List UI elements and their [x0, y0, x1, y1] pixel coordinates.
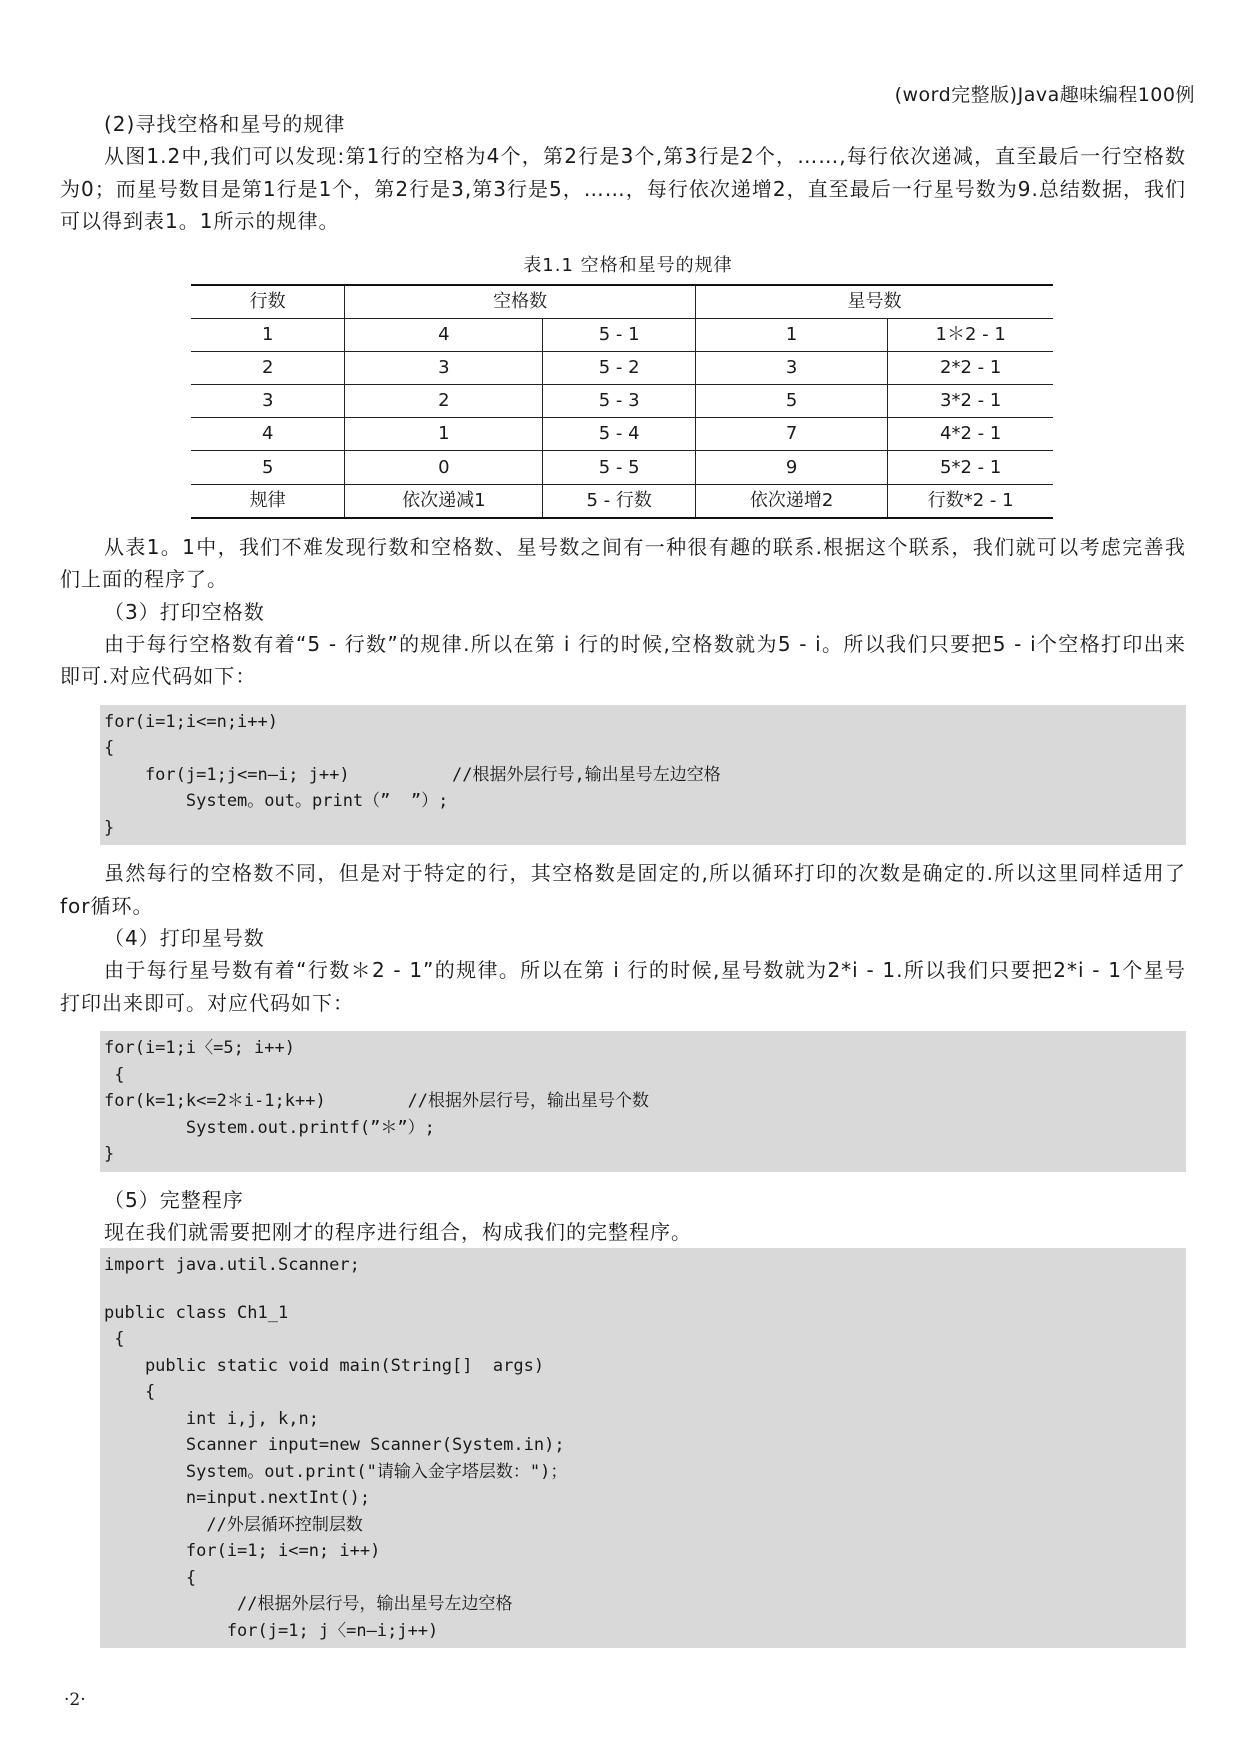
code-line: } [104, 817, 115, 838]
table-header-row [191, 285, 1053, 319]
code-line: for(i=1;i〈=5; i++) [104, 1038, 295, 1059]
code-line: import java.util.Scanner; [104, 1255, 360, 1276]
table-cell: 1 [345, 418, 543, 451]
section-heading-5: （5）完整程序 [104, 1187, 244, 1212]
table-cell: 依次递减1 [345, 484, 543, 518]
table-cell: 3 [345, 351, 543, 384]
code-line: { [104, 1329, 125, 1350]
table-cell: 2*2 - 1 [888, 351, 1053, 384]
table-cell: 4 [345, 318, 543, 351]
code-block-stars [100, 1031, 1186, 1172]
code-line: { [104, 1382, 156, 1403]
table-cell: 5 [191, 451, 345, 484]
table-caption: 表1.1 空格和星号的规律 [523, 254, 733, 276]
code-line: n=input.nextInt(); [104, 1488, 371, 1509]
table-cell: 4*2 - 1 [888, 418, 1053, 451]
table-cell: 9 [696, 451, 888, 484]
table-cell: 5 - 3 [543, 385, 696, 418]
table-cell: 1 [191, 318, 345, 351]
code-line: int i,j, k,n; [104, 1408, 319, 1429]
table-cell: 5 - 2 [543, 351, 696, 384]
code-line: for(i=1; i<=n; i++) [104, 1541, 381, 1562]
header-star-group: 星号数 [696, 285, 1054, 319]
code-line: { [104, 738, 115, 759]
table-cell: 3 [191, 385, 345, 418]
table-cell: 规律 [191, 484, 345, 518]
table-cell: 5*2 - 1 [888, 451, 1053, 484]
table-row [191, 385, 1053, 418]
section-3-paragraph: 由于每行空格数有着“5 - 行数”的规律.所以在第 i 行的时候,空格数就为5 - i。所以我们只要把5 - i个空格打印出来即可.对应代码如下： [60, 631, 1186, 689]
after-table-paragraph: 从表1。1中，我们不难发现行数和空格数、星号数之间有一种很有趣的联系.根据这个联系，我们就可以考虑完善我们上面的程序了。 [60, 534, 1186, 592]
table-cell: 5 - 1 [543, 318, 696, 351]
page-content [60, 108, 1186, 1648]
code-line: System。out。print（” ”）; [104, 791, 449, 812]
section-heading-3: （3）打印空格数 [104, 599, 265, 624]
section-3-after-paragraph: 虽然每行的空格数不同，但是对于特定的行，其空格数是固定的,所以循环打印的次数是确定的.所以这里同样适用了for循环。 [60, 861, 1186, 918]
table-cell: 5 - 行数 [543, 484, 696, 518]
table-cell: 5 - 4 [543, 418, 696, 451]
table-cell: 5 [696, 385, 888, 418]
section-2-paragraph: 从图1.2中,我们可以发现:第1行的空格为4个，第2行是3个,第3行是2个，……,每行依次递减，直至最后一行空格数为0；而星号数目是第1行是1个，第2行是3,第3行是5，……，每行依次递增2，直至最后一行星号数为9.总结数据，我们可以得到表1。1所示的规律。 [60, 144, 1186, 233]
code-line: for(k=1;k<=2＊i-1;k++) //根据外层行号，输出星号个数 [104, 1091, 650, 1112]
table-cell: 3*2 - 1 [888, 385, 1053, 418]
table-row [191, 351, 1053, 384]
code-line: for(j=1; j〈=n—i;j++) [104, 1620, 439, 1641]
code-line: { [104, 1567, 197, 1588]
table-row [191, 318, 1053, 351]
table-cell: 2 [345, 385, 543, 418]
code-line: public static void main(String[] args) [104, 1355, 545, 1376]
code-line: { [104, 1064, 125, 1085]
table-row [191, 418, 1053, 451]
code-block-full-program [100, 1248, 1186, 1648]
table-cell: 0 [345, 451, 543, 484]
code-line: public class Ch1_1 [104, 1302, 289, 1323]
table-cell: 1 [696, 318, 888, 351]
section-heading-2: (2)寻找空格和星号的规律 [104, 112, 346, 136]
page-number: ·2· [64, 1690, 86, 1710]
table-cell: 3 [696, 351, 888, 384]
code-block-spaces [100, 705, 1186, 846]
document-header-title: (word完整版)Java趣味编程100例 [894, 84, 1195, 106]
table-row [191, 484, 1053, 518]
code-line: //根据外层行号，输出星号左边空格 [104, 1594, 513, 1615]
section-4-paragraph: 由于每行星号数有着“行数＊2 - 1”的规律。所以在第 i 行的时候,星号数就为2*i - 1.所以我们只要把2*i - 1个星号打印出来即可。对应代码如下： [60, 958, 1186, 1015]
table-cell: 行数*2 - 1 [888, 484, 1053, 518]
code-line: System.out.printf(”＊”）; [104, 1117, 435, 1138]
table-row [191, 451, 1053, 484]
section-5-paragraph: 现在我们就需要把刚才的程序进行组合，构成我们的完整程序。 [104, 1219, 692, 1244]
code-line: Scanner input=new Scanner(System.in); [104, 1435, 565, 1456]
code-line [104, 1279, 1182, 1300]
code-line: for(j=1;j<=n—i; j++) //根据外层行号,输出星号左边空格 [104, 764, 721, 785]
code-line: for(i=1;i<=n;i++) [104, 711, 278, 732]
table-cell: 7 [696, 418, 888, 451]
code-line: //外层循环控制层数 [104, 1514, 363, 1535]
rules-table [191, 284, 1053, 519]
header-space-group: 空格数 [345, 285, 696, 319]
table-cell: 依次递增2 [696, 484, 888, 518]
code-line: } [104, 1144, 115, 1165]
table-cell: 2 [191, 351, 345, 384]
code-line: System。out.print("请输入金字塔层数：")； [104, 1461, 568, 1482]
header-row-col: 行数 [191, 285, 345, 319]
section-heading-4: （4）打印星号数 [104, 926, 265, 951]
table-cell: 5 - 5 [543, 451, 696, 484]
table-cell: 4 [191, 418, 345, 451]
table-cell: 1＊2 - 1 [888, 318, 1053, 351]
